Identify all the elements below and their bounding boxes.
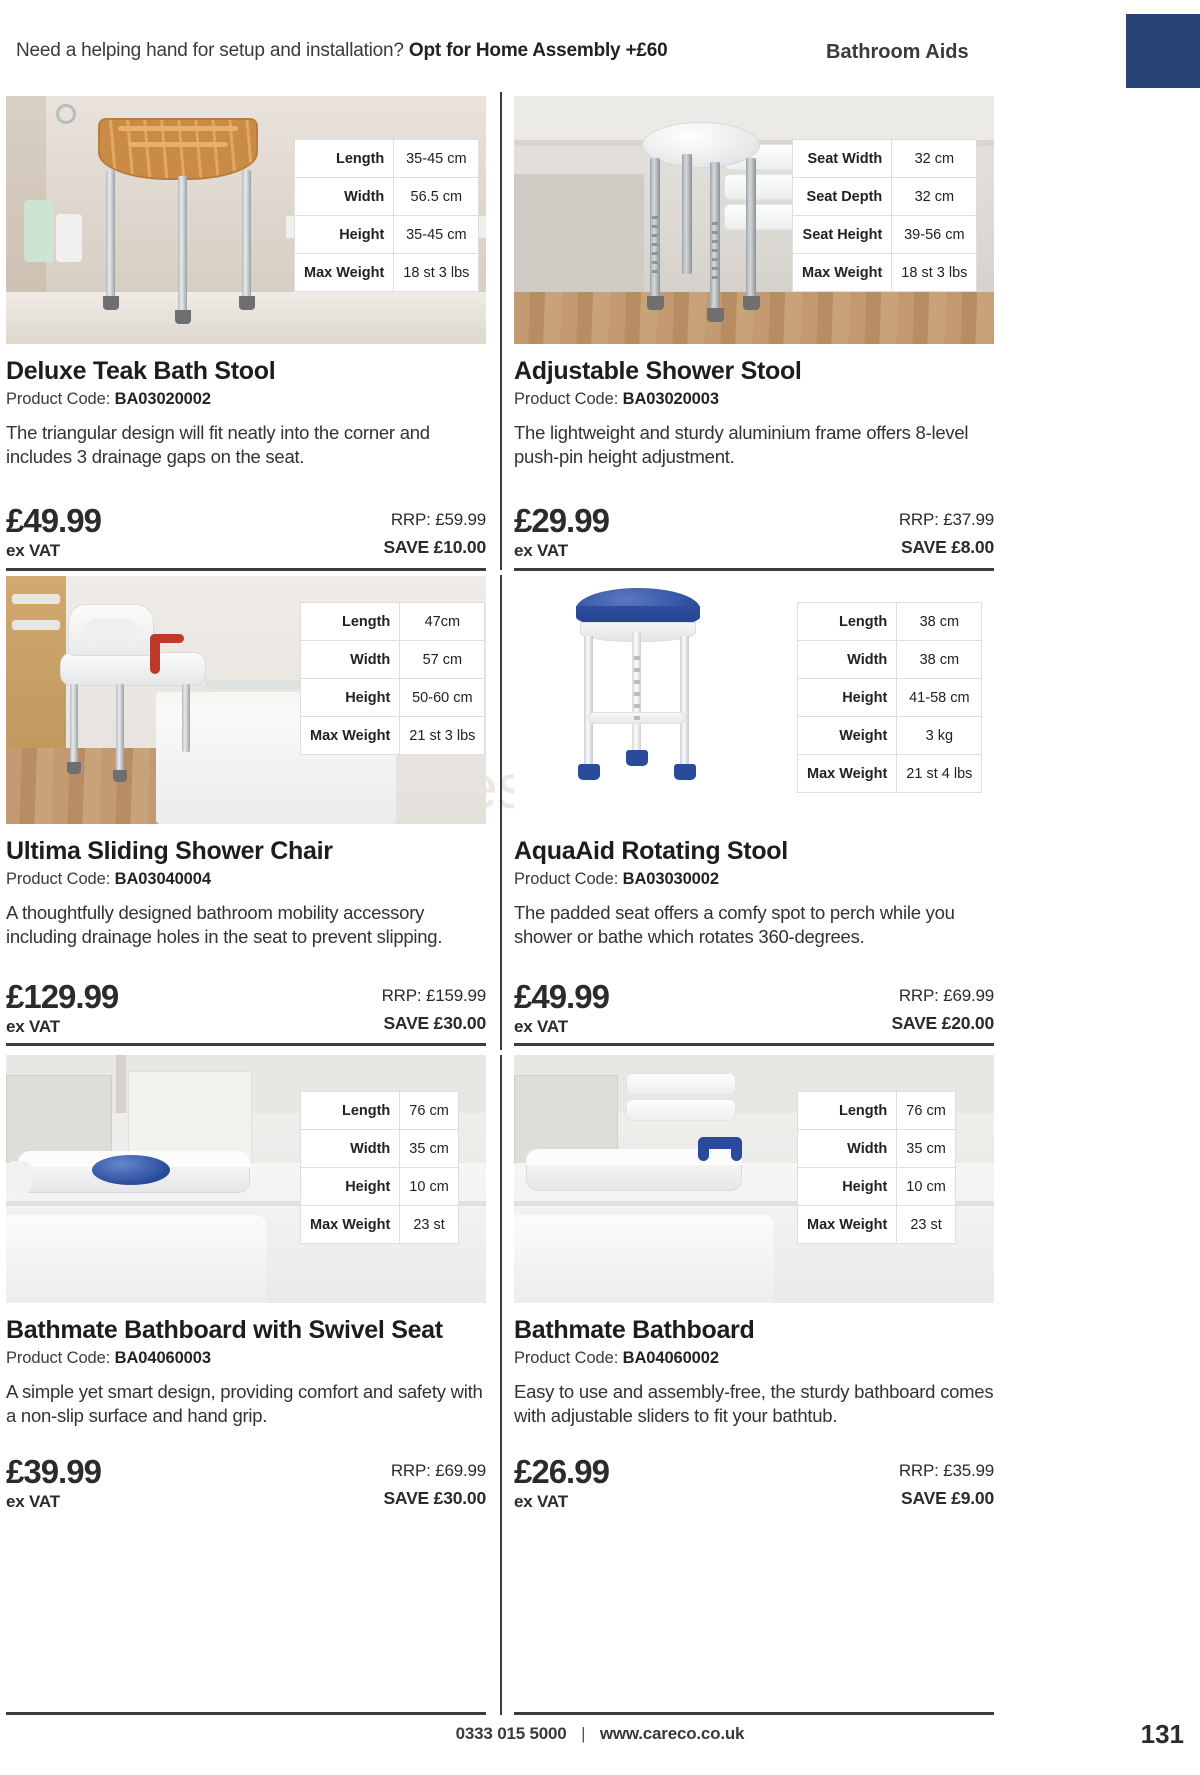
product-code-label: Product Code: — [6, 1349, 111, 1367]
spec-rows-3 — [798, 603, 982, 793]
row-rule-left-1 — [6, 568, 486, 571]
price-save: SAVE £30.00 — [383, 1488, 486, 1508]
spec-value: 21 st 4 lbs — [897, 755, 982, 793]
product-card-ultima-sliding-shower-chair[interactable] — [6, 576, 486, 1036]
spec-label: Width — [798, 1130, 897, 1168]
product-photo-adjustable-shower-stool — [514, 96, 994, 344]
product-code-label: Product Code: — [514, 1349, 619, 1367]
spec-label: Seat Width — [793, 140, 892, 178]
spec-label: Max Weight — [301, 717, 400, 755]
row-rule-right-1 — [514, 568, 994, 571]
spec-row — [798, 1130, 956, 1168]
spec-value: 18 st 3 lbs — [394, 254, 479, 292]
product-code-value: BA03040004 — [114, 870, 211, 888]
promo-lead: Need a helping hand for setup and installation? — [16, 40, 404, 61]
product-card-adjustable-shower-stool[interactable] — [514, 96, 994, 560]
spec-row — [295, 140, 479, 178]
product-code-line — [6, 1349, 486, 1368]
product-card-bathmate-bathboard[interactable] — [514, 1055, 994, 1511]
section-title: Bathroom Aids — [826, 41, 969, 63]
price-value: £29.99 — [514, 502, 609, 539]
product-code-label: Product Code: — [6, 390, 111, 408]
spec-label: Seat Depth — [793, 178, 892, 216]
product-info-adjustable-shower-stool — [514, 358, 994, 470]
spec-value: 35-45 cm — [394, 140, 479, 178]
spec-row — [798, 1206, 956, 1244]
price-vat-note: ex VAT — [6, 541, 60, 560]
product-card-deluxe-teak-bath-stool[interactable] — [6, 96, 486, 560]
spec-row — [301, 1206, 459, 1244]
price-vat-note: ex VAT — [6, 1017, 60, 1036]
spec-table-adjustable-shower-stool — [792, 139, 977, 292]
spec-label: Length — [798, 603, 897, 641]
product-info-deluxe-teak-bath-stool — [6, 358, 486, 470]
spec-label: Max Weight — [798, 1206, 897, 1244]
spec-value: 21 st 3 lbs — [400, 717, 485, 755]
product-code-label: Product Code: — [514, 390, 619, 408]
spec-label: Height — [798, 1168, 897, 1206]
product-title: Deluxe Teak Bath Stool — [6, 357, 276, 385]
spec-value: 3 kg — [897, 717, 982, 755]
spec-label: Length — [295, 140, 394, 178]
spec-value: 76 cm — [897, 1092, 956, 1130]
spec-row — [798, 1092, 956, 1130]
product-code-value: BA03020002 — [114, 390, 211, 408]
spec-value: 38 cm — [897, 603, 982, 641]
product-photo-ultima-sliding-shower-chair — [6, 576, 486, 824]
footer-separator: | — [581, 1724, 586, 1743]
spec-label: Height — [301, 679, 400, 717]
page-number: 131 — [1140, 1719, 1184, 1749]
column-divider-row2 — [500, 575, 502, 1050]
spec-value: 23 st — [897, 1206, 956, 1244]
product-title: Bathmate Bathboard with Swivel Seat — [6, 1316, 443, 1344]
product-info-bathmate-bathboard — [514, 1317, 994, 1429]
spec-label: Length — [301, 1092, 400, 1130]
section-color-tab — [1126, 14, 1200, 88]
spec-row — [295, 254, 479, 292]
spec-value: 50-60 cm — [400, 679, 485, 717]
product-info-aquaaid-rotating-stool — [514, 838, 994, 950]
spec-value: 35 cm — [897, 1130, 956, 1168]
price-rrp: RRP: £69.99 — [390, 1461, 486, 1480]
spec-rows-0 — [295, 140, 479, 292]
spec-value: 39-56 cm — [892, 216, 977, 254]
spec-value: 10 cm — [897, 1168, 956, 1206]
page-footer — [0, 1719, 1200, 1764]
price-block-deluxe-teak-bath-stool — [6, 504, 486, 568]
price-save: SAVE £20.00 — [891, 1013, 994, 1033]
price-vat-note: ex VAT — [514, 1017, 568, 1036]
product-description: A thoughtfully designed bathroom mobility accessory including drainage holes in the seat to prevent slipping. — [6, 902, 443, 948]
product-info-ultima-sliding-shower-chair — [6, 838, 486, 950]
spec-value: 32 cm — [892, 178, 977, 216]
spec-rows-1 — [793, 140, 977, 292]
spec-row — [798, 641, 982, 679]
footer-phone[interactable]: 0333 015 5000 — [455, 1724, 567, 1743]
spec-row — [295, 216, 479, 254]
spec-value: 10 cm — [400, 1168, 459, 1206]
spec-table-ultima-sliding-shower-chair — [300, 602, 485, 755]
spec-value: 35 cm — [400, 1130, 459, 1168]
spec-row — [301, 717, 485, 755]
price-value: £129.99 — [6, 978, 119, 1015]
price-save: SAVE £8.00 — [900, 537, 994, 557]
row-rule-right-3 — [514, 1712, 994, 1715]
price-block-bathmate-bathboard — [514, 1455, 994, 1519]
product-code-label: Product Code: — [6, 870, 111, 888]
spec-label: Length — [798, 1092, 897, 1130]
price-rrp: RRP: £35.99 — [898, 1461, 994, 1480]
product-card-bathmate-bathboard-swivel-seat[interactable] — [6, 1055, 486, 1511]
spec-rows-5 — [798, 1092, 956, 1244]
product-code-line — [514, 390, 994, 409]
spec-row — [798, 679, 982, 717]
spec-value: 38 cm — [897, 641, 982, 679]
spec-label: Width — [295, 178, 394, 216]
spec-row — [793, 140, 977, 178]
spec-label: Width — [301, 641, 400, 679]
product-code-label: Product Code: — [514, 870, 619, 888]
spec-row — [798, 717, 982, 755]
product-photo-aquaaid-rotating-stool — [514, 576, 994, 824]
product-info-bathmate-bathboard-swivel-seat — [6, 1317, 486, 1429]
product-description: The padded seat offers a comfy spot to perch while you shower or bathe which rotates 360-degrees. — [514, 902, 955, 948]
spec-table-bathmate-bathboard — [797, 1091, 956, 1244]
page-header — [0, 0, 1200, 88]
spec-value: 35-45 cm — [394, 216, 479, 254]
header-promo-text — [16, 40, 668, 62]
product-title: Bathmate Bathboard — [514, 1316, 755, 1344]
spec-rows-2 — [301, 603, 485, 755]
promo-offer: Opt for Home Assembly +£60 — [408, 40, 668, 61]
spec-row — [295, 178, 479, 216]
spec-table-bathmate-bathboard-swivel-seat — [300, 1091, 459, 1244]
spec-row — [301, 679, 485, 717]
spec-rows-4 — [301, 1092, 459, 1244]
price-value: £49.99 — [6, 502, 101, 539]
spec-label: Height — [798, 679, 897, 717]
product-code-line — [6, 870, 486, 889]
product-code-value: BA04060002 — [622, 1349, 719, 1367]
product-code-value: BA03030002 — [622, 870, 719, 888]
spec-value: 56.5 cm — [394, 178, 479, 216]
price-block-adjustable-shower-stool — [514, 504, 994, 568]
spec-label: Max Weight — [793, 254, 892, 292]
product-title: Adjustable Shower Stool — [514, 357, 802, 385]
price-rrp: RRP: £159.99 — [381, 986, 486, 1005]
spec-value: 47cm — [400, 603, 485, 641]
product-card-aquaaid-rotating-stool[interactable] — [514, 576, 994, 1036]
spec-label: Max Weight — [798, 755, 897, 793]
spec-table-deluxe-teak-bath-stool — [294, 139, 479, 292]
spec-value: 32 cm — [892, 140, 977, 178]
spec-label: Height — [301, 1168, 400, 1206]
product-photo-bathmate-bathboard-swivel-seat — [6, 1055, 486, 1303]
price-vat-note: ex VAT — [6, 1492, 60, 1511]
spec-row — [798, 603, 982, 641]
column-divider-row1 — [500, 92, 502, 570]
spec-value: 18 st 3 lbs — [892, 254, 977, 292]
price-value: £39.99 — [6, 1453, 101, 1490]
product-code-line — [514, 1349, 994, 1368]
product-code-line — [514, 870, 994, 889]
product-description: The lightweight and sturdy aluminium frame offers 8-level push-pin height adjustment. — [514, 422, 969, 468]
spec-row — [793, 216, 977, 254]
price-vat-note: ex VAT — [514, 1492, 568, 1511]
price-block-ultima-sliding-shower-chair — [6, 980, 486, 1044]
price-rrp: RRP: £69.99 — [898, 986, 994, 1005]
spec-value: 41-58 cm — [897, 679, 982, 717]
product-description: A simple yet smart design, providing comfort and safety with a non-slip surface and hand grip. — [6, 1381, 483, 1427]
product-photo-bathmate-bathboard — [514, 1055, 994, 1303]
product-code-line — [6, 390, 486, 409]
spec-value: 76 cm — [400, 1092, 459, 1130]
price-save: SAVE £30.00 — [383, 1013, 486, 1033]
spec-row — [301, 641, 485, 679]
spec-label: Width — [798, 641, 897, 679]
price-save: SAVE £10.00 — [383, 537, 486, 557]
spec-value: 23 st — [400, 1206, 459, 1244]
product-description: Easy to use and assembly-free, the sturdy bathboard comes with adjustable sliders to fit your bathtub. — [514, 1381, 994, 1427]
price-rrp: RRP: £59.99 — [390, 510, 486, 529]
product-title: Ultima Sliding Shower Chair — [6, 837, 333, 865]
spec-label: Width — [301, 1130, 400, 1168]
spec-row — [301, 1168, 459, 1206]
spec-label: Height — [295, 216, 394, 254]
price-block-bathmate-bathboard-swivel-seat — [6, 1455, 486, 1519]
product-photo-deluxe-teak-bath-stool — [6, 96, 486, 344]
spec-label: Seat Height — [793, 216, 892, 254]
spec-row — [793, 178, 977, 216]
row-rule-left-3 — [6, 1712, 486, 1715]
column-divider-row3 — [500, 1055, 502, 1715]
price-rrp: RRP: £37.99 — [898, 510, 994, 529]
price-value: £26.99 — [514, 1453, 609, 1490]
spec-label: Weight — [798, 717, 897, 755]
spec-row — [798, 1168, 956, 1206]
price-block-aquaaid-rotating-stool — [514, 980, 994, 1044]
spec-row — [301, 1130, 459, 1168]
price-vat-note: ex VAT — [514, 541, 568, 560]
spec-row — [301, 1092, 459, 1130]
price-value: £49.99 — [514, 978, 609, 1015]
spec-label: Max Weight — [301, 1206, 400, 1244]
spec-label: Max Weight — [295, 254, 394, 292]
footer-website[interactable]: www.careco.co.uk — [599, 1724, 745, 1743]
spec-row — [798, 755, 982, 793]
product-description: The triangular design will fit neatly into the corner and includes 3 drainage gaps on the seat. — [6, 422, 430, 468]
price-save: SAVE £9.00 — [900, 1488, 994, 1508]
spec-table-aquaaid-rotating-stool — [797, 602, 982, 793]
spec-row — [793, 254, 977, 292]
product-title: AquaAid Rotating Stool — [514, 837, 788, 865]
spec-value: 57 cm — [400, 641, 485, 679]
product-code-value: BA04060003 — [114, 1349, 211, 1367]
product-code-value: BA03020003 — [622, 390, 719, 408]
spec-row — [301, 603, 485, 641]
spec-label: Length — [301, 603, 400, 641]
footer-contact — [0, 1724, 1200, 1744]
